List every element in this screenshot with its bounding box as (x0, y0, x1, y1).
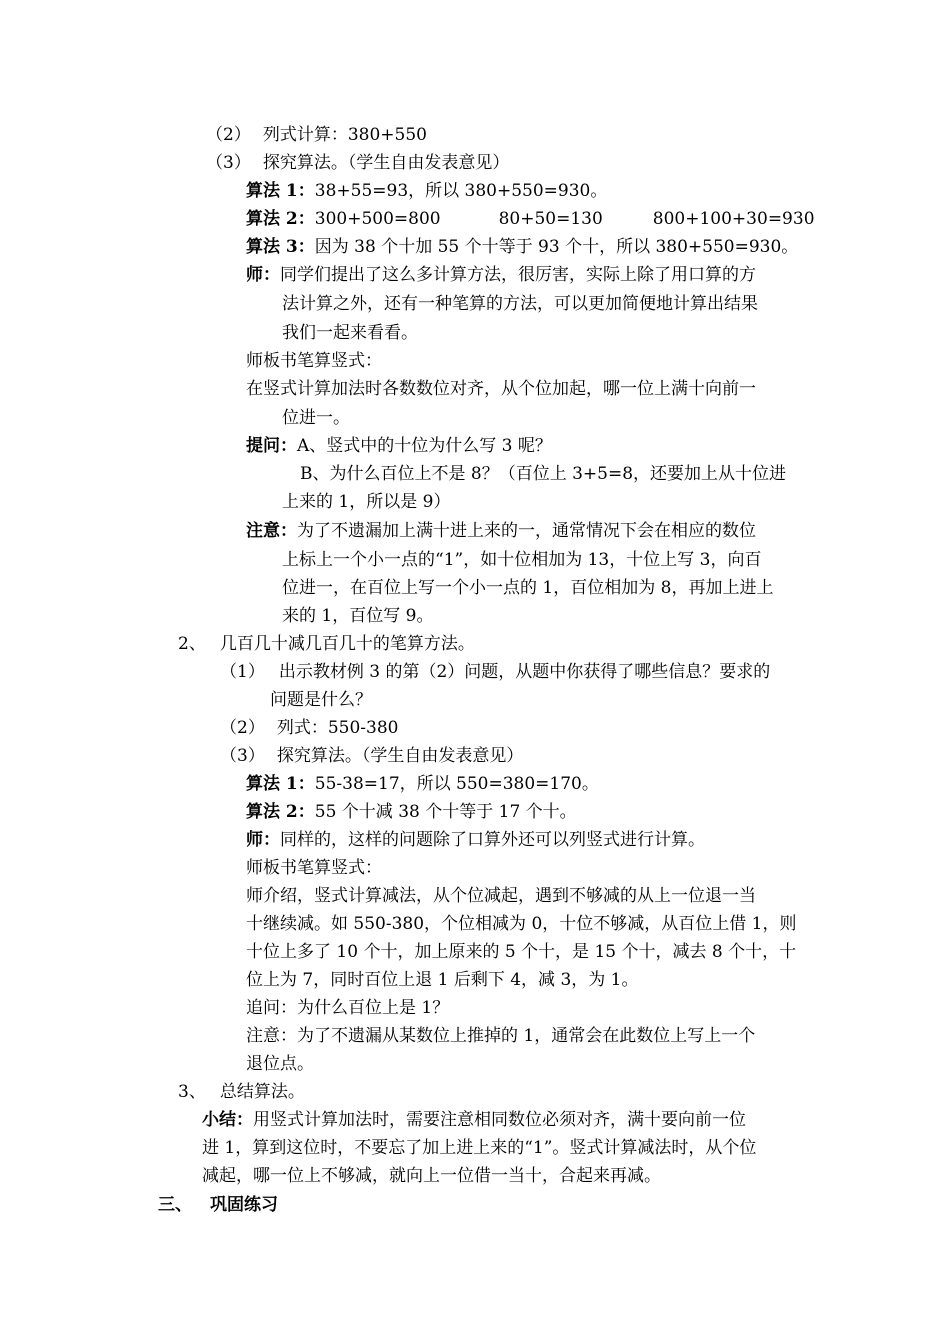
note-line-2: 上标上一个小一点的“1”，如十位相加为 13，十位上写 3，向百 (282, 550, 762, 570)
s2-item-1-line-1: （1） 出示教材例 3 的第（2）问题，从题中你获得了哪些信息？要求的 (220, 662, 771, 682)
section-2-heading: 2、 几百几十减几百几十的笔算方法。 (178, 634, 475, 654)
teacher-line-3: 我们一起来看看。 (282, 323, 418, 343)
question-b-line-1: B、为什么百位上不是 8？（百位上 3+5=8，还要加上从十位进 (300, 464, 787, 484)
board-note: 师板书笔算竖式： (246, 351, 382, 371)
note-line-4: 来的 1，百位写 9。 (282, 606, 434, 626)
question-b-line-2: 上来的 1，所以是 9） (282, 492, 451, 512)
note-line-3: 位进一，在百位上写一个小一点的 1，百位相加为 8，再加上进上 (282, 578, 774, 598)
s2-item-1-line-2: 问题是什么？ (270, 690, 372, 710)
summary-line-3: 减起，哪一位上不够减，就向上一位借一当十，合起来再减。 (202, 1166, 661, 1186)
s2-follow-up: 追问：为什么百位上是 1？ (246, 998, 450, 1018)
summary-line-2: 进 1，算到这位时，不要忘了加上进上来的“1”。竖式计算减法时，从个位 (202, 1138, 757, 1158)
method-3: 算法 3：因为 38 个十加 55 个十等于 93 个十，所以 380+550=930。 (246, 237, 799, 257)
part-three-heading: 三、 巩固练习 (158, 1195, 278, 1215)
method-2: 算法 2：300+500=800 80+50=130 800+100+30=930 (246, 209, 815, 229)
rule-line-2: 位进一。 (282, 408, 350, 428)
s2-method-1: 算法 1：55-38=17，所以 550=380=170。 (246, 774, 599, 794)
section-3-heading: 3、 总结算法。 (178, 1082, 305, 1102)
s2-intro-line-4: 位上为 7，同时百位上退 1 后剩下 4，减 3，为 1。 (246, 970, 639, 990)
s2-method-2: 算法 2：55 个十减 38 个十等于 17 个十。 (246, 802, 577, 822)
s2-note-line-1: 注意：为了不遗漏从某数位上推掉的 1，通常会在此数位上写上一个 (246, 1026, 756, 1046)
summary-line-1: 小结：用竖式计算加法时，需要注意相同数位必须对齐，满十要向前一位 (202, 1110, 746, 1130)
s2-item-2: （2） 列式：550-380 (220, 718, 399, 738)
s2-board-note: 师板书笔算竖式： (246, 858, 382, 878)
s2-intro-line-1: 师介绍，竖式计算减法，从个位减起，遇到不够减的从上一位退一当 (246, 886, 756, 906)
s2-intro-line-3: 十位上多了 10 个十，加上原来的 5 个十，是 15 个十，减去 8 个十，十 (246, 942, 797, 962)
item-3: （3） 探究算法。（学生自由发表意见） (206, 153, 510, 173)
question-a: 提问：A、竖式中的十位为什么写 3 呢？ (246, 436, 552, 456)
s2-item-3: （3） 探究算法。（学生自由发表意见） (220, 746, 524, 766)
item-2: （2） 列式计算：380+550 (206, 125, 427, 145)
rule-line-1: 在竖式计算加法时各数数位对齐，从个位加起，哪一位上满十向前一 (246, 379, 756, 399)
s2-intro-line-2: 十继续减。如 550-380，个位相减为 0，十位不够减，从百位上借 1，则 (246, 914, 797, 934)
note-line-1: 注意：为了不遗漏加上满十进上来的一，通常情况下会在相应的数位 (246, 521, 756, 541)
teacher-line-2: 法计算之外，还有一种笔算的方法，可以更加简便地计算出结果 (282, 294, 758, 314)
s2-note-line-2: 退位点。 (246, 1054, 314, 1074)
s2-teacher: 师：同样的，这样的问题除了口算外还可以列竖式进行计算。 (246, 830, 705, 850)
teacher-line-1: 师：同学们提出了这么多计算方法，很厉害，实际上除了用口算的方 (246, 265, 756, 285)
method-1: 算法 1：38+55=93，所以 380+550=930。 (246, 181, 608, 201)
